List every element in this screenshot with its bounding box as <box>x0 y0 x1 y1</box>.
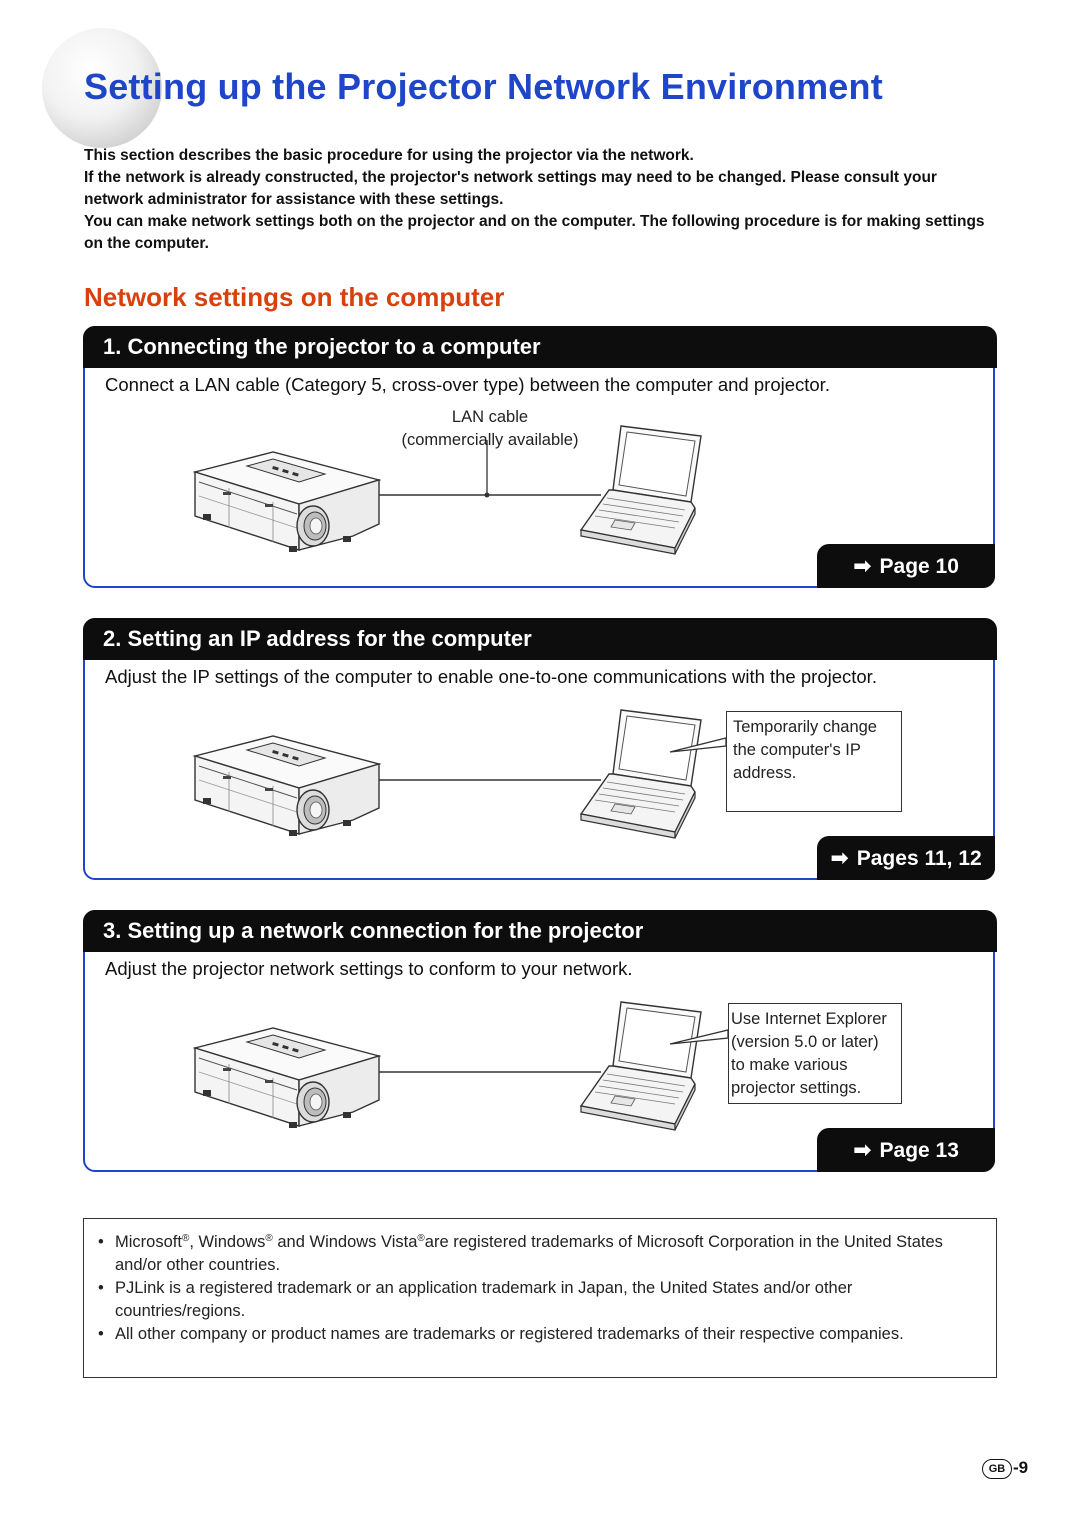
step-1-description: Connect a LAN cable (Category 5, cross-over type) between the computer and projector. <box>105 374 830 395</box>
projector-illustration <box>195 736 379 836</box>
step-3-heading: 3. Setting up a network connection for the projector <box>83 910 997 952</box>
callout-line: Temporarily change <box>733 718 877 736</box>
step-2-heading: 2. Setting an IP address for the computer <box>83 618 997 660</box>
page-reference-badge[interactable] <box>817 836 995 880</box>
step-3-panel <box>83 910 995 1172</box>
page-reference-label: Page 10 <box>879 555 959 578</box>
step-1-panel <box>83 326 995 588</box>
note-item <box>98 1277 976 1323</box>
step-2-description: Adjust the IP settings of the computer to enable one-to-one communications with the projector. <box>105 666 877 687</box>
step-2-panel <box>83 618 995 880</box>
note-text: PJLink is a registered trademark or an application trademark in Japan, the United States and/or other countries/regions. <box>115 1279 853 1320</box>
intro-paragraph: You can make network settings both on the projector and on the computer. The following procedure is for making settings on the computer. <box>84 213 985 252</box>
laptop-illustration <box>581 1002 701 1130</box>
registered-mark: ® <box>181 1233 190 1244</box>
callout-line: projector settings. <box>731 1079 862 1097</box>
callout-line: the computer's IP <box>733 741 861 759</box>
arrow-right-icon: ➡ <box>853 553 872 578</box>
callout-line: address. <box>733 764 797 782</box>
step-1-heading: 1. Connecting the projector to a computer <box>83 326 997 368</box>
projector-illustration <box>195 1028 379 1128</box>
page-reference-label: Page 13 <box>879 1139 959 1162</box>
page-title: Setting up the Projector Network Environment <box>84 66 883 107</box>
callout-line: (version 5.0 or later) <box>731 1033 879 1051</box>
region-badge: GB <box>982 1459 1012 1479</box>
note-text: and Windows Vista <box>272 1233 418 1251</box>
page-reference-badge[interactable] <box>817 544 995 588</box>
section-subtitle: Network settings on the computer <box>84 282 505 312</box>
callout-line: (commercially available) <box>401 431 579 449</box>
note-item <box>98 1231 976 1277</box>
note-text: , Windows <box>189 1233 266 1251</box>
arrow-right-icon: ➡ <box>830 845 849 870</box>
registered-mark: ® <box>417 1233 425 1244</box>
arrow-right-icon: ➡ <box>853 1137 872 1162</box>
intro-paragraph: This section describes the basic procedure for using the projector via the network. <box>84 147 694 164</box>
callout-line: LAN cable <box>451 408 529 426</box>
page-number <box>982 1458 1028 1479</box>
bullet-icon: • <box>98 1233 104 1251</box>
callout-line: to make various <box>731 1056 848 1074</box>
intro-text <box>84 145 994 255</box>
lan-cable-label <box>390 406 590 452</box>
note-text: Microsoft <box>115 1233 182 1251</box>
browser-settings-callout <box>728 1003 902 1104</box>
callout-dot <box>485 493 490 498</box>
page-reference-badge[interactable] <box>817 1128 995 1172</box>
trademark-notes <box>83 1218 997 1378</box>
bullet-icon: • <box>98 1279 104 1297</box>
page-reference-label: Pages 11, 12 <box>856 847 982 870</box>
step-3-description: Adjust the projector network settings to conform to your network. <box>105 958 633 979</box>
registered-mark: ® <box>265 1233 273 1244</box>
intro-paragraph: If the network is already constructed, the projector's network settings may need to be changed. Please consult your network administrator for assistance with these settings. <box>84 169 937 208</box>
note-item <box>98 1323 976 1346</box>
projector-illustration <box>195 452 379 552</box>
note-text: All other company or product names are trademarks or registered trademarks of their respective companies. <box>115 1325 904 1343</box>
page-number-text: -9 <box>1013 1458 1029 1477</box>
laptop-illustration <box>581 426 701 554</box>
callout-line: Use Internet Explorer <box>731 1010 887 1028</box>
laptop-illustration <box>581 710 701 838</box>
note-text: are registered trademarks of Microsoft Corporation in the United States and/or other countries. <box>115 1233 943 1274</box>
bullet-icon: • <box>98 1325 104 1343</box>
ip-change-callout <box>726 711 902 812</box>
